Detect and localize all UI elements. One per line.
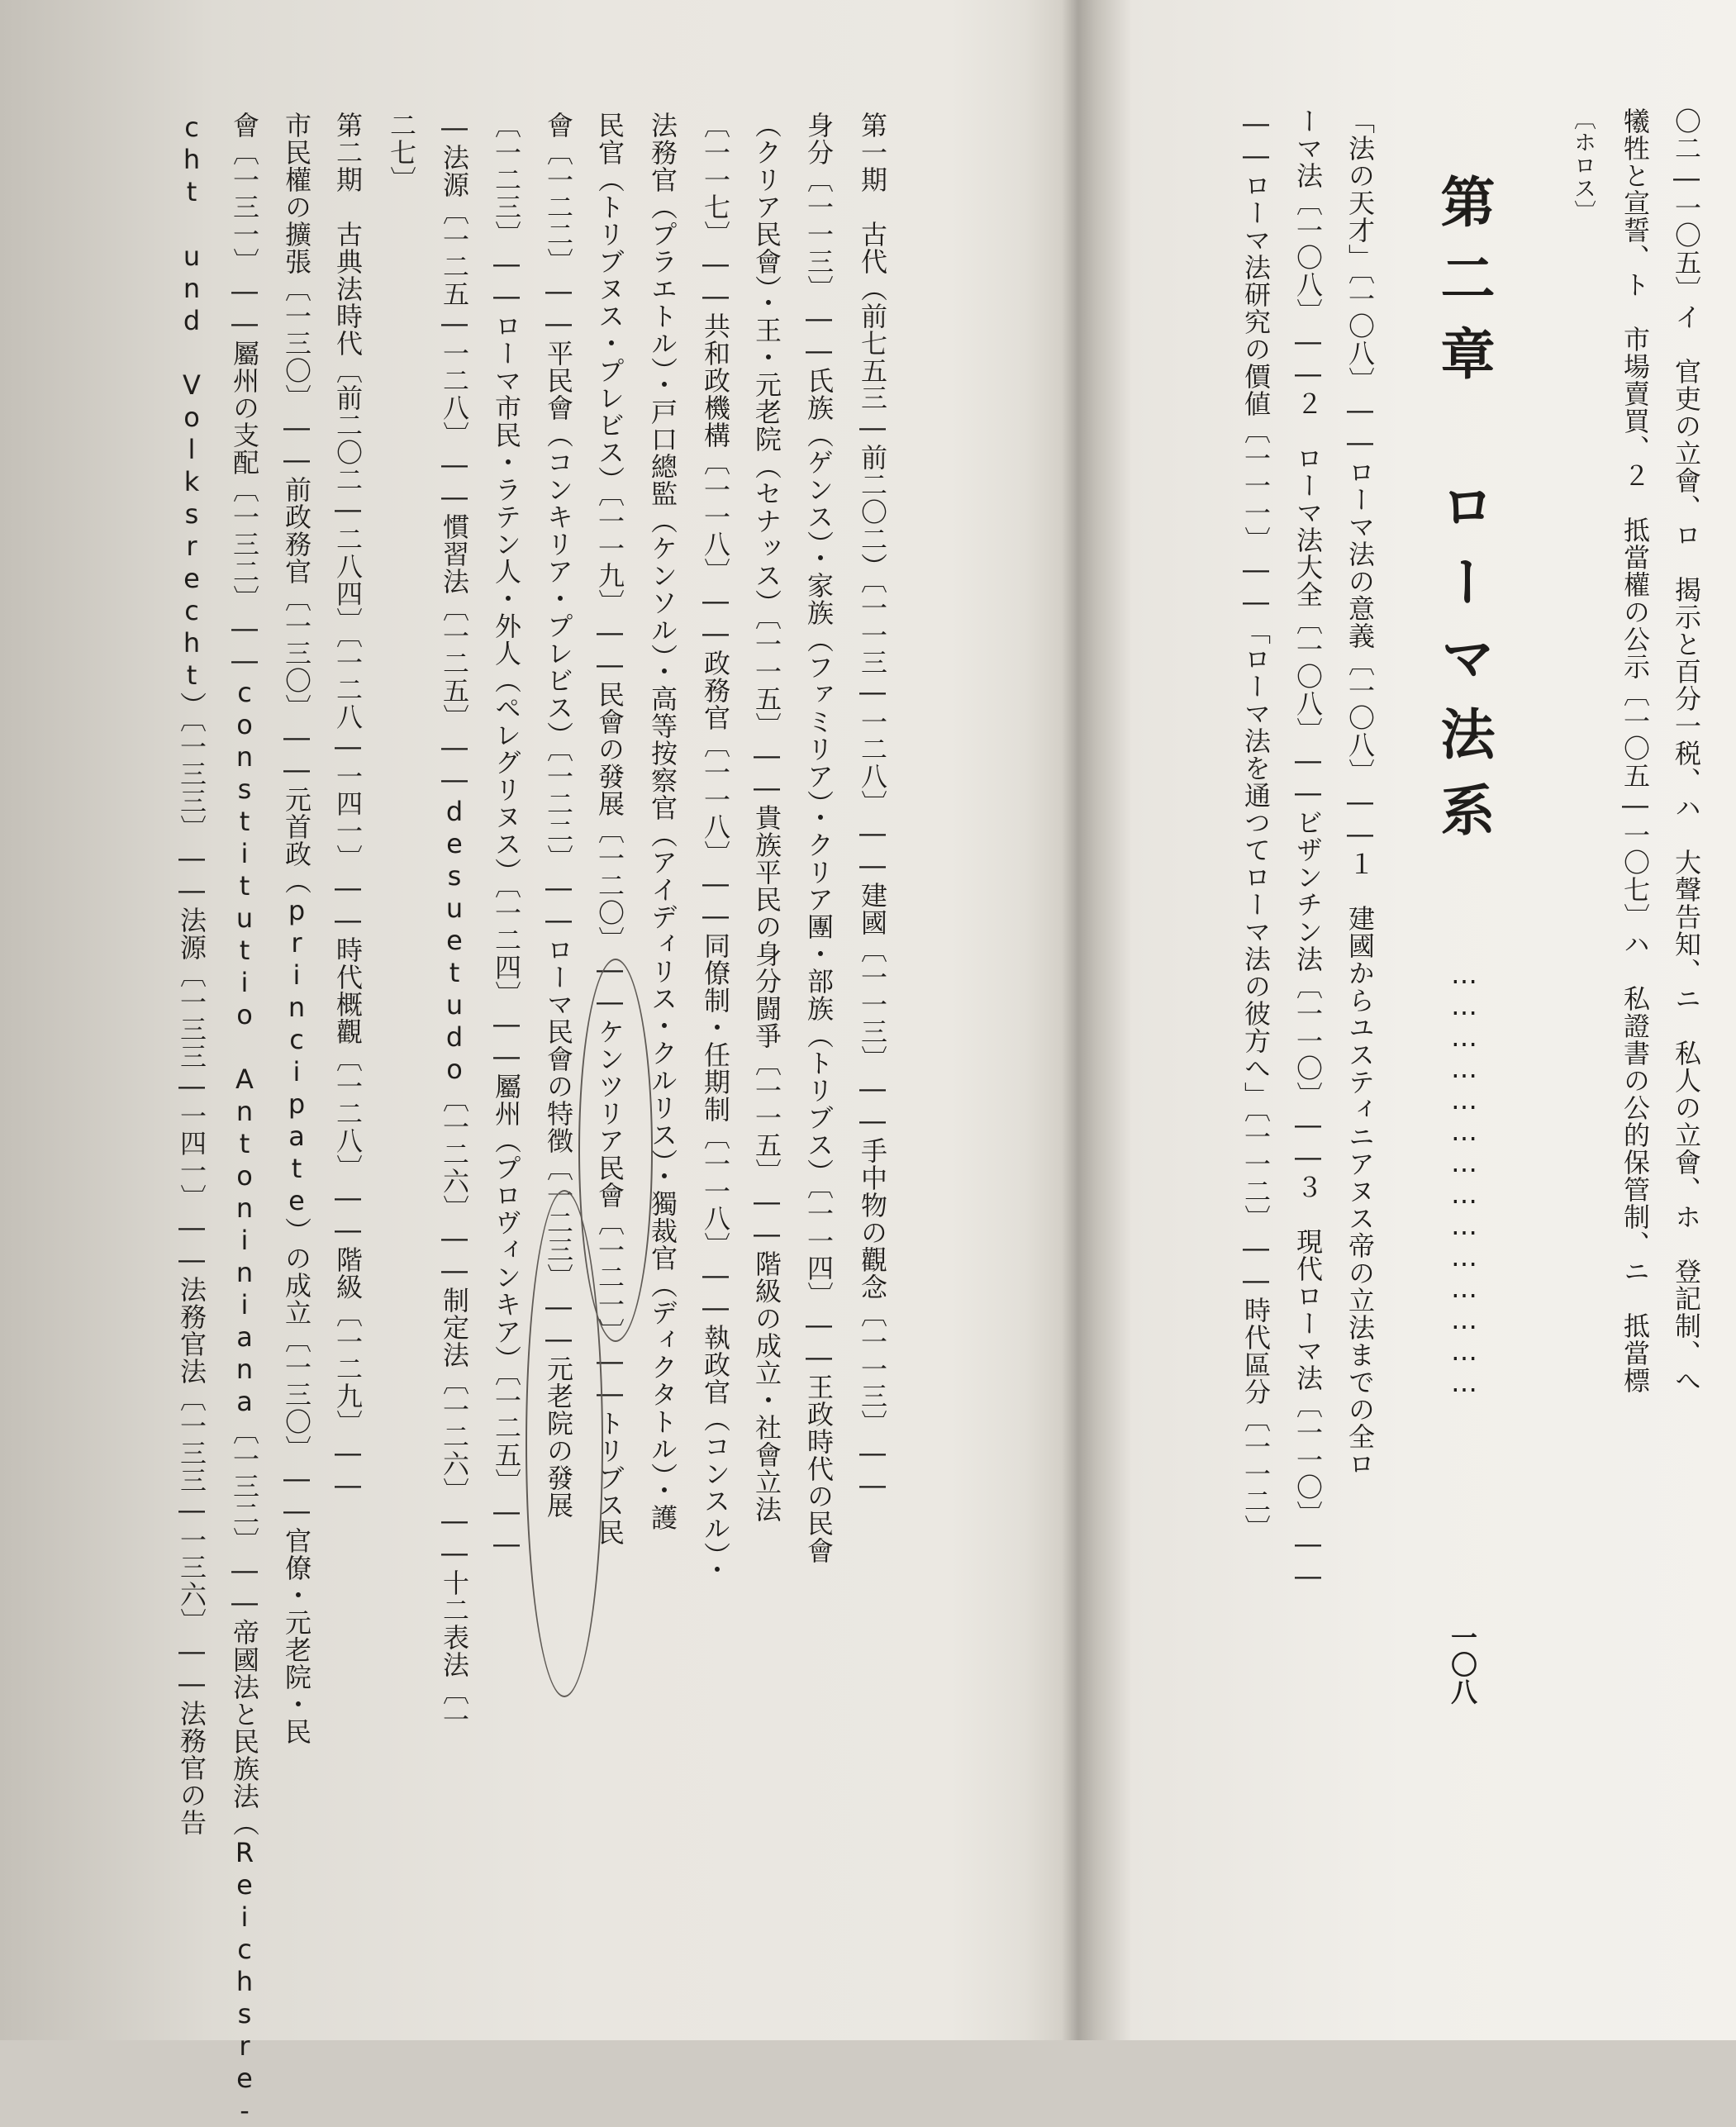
chapter-title: 第二章 ローマ法系 — [1431, 174, 1496, 858]
toc-line: （クリア民會）・王・元老院（セナッス）〔一一五〕――貴族平民の身分闘爭〔一一五〕――階級の成立・社會立法 — [751, 112, 782, 1523]
toc-line: 〔一一七〕――共和政機構〔一一八〕――政務官〔一一八〕――同僚制・任期制〔一一八〕――執政官（コンスル）・ — [700, 112, 731, 1583]
toc-line: 第二期 古典法時代〔前二〇二―二八四〕〔一二八―一四一〕――時代概觀〔一二八〕――階級〔一二九〕―― — [332, 112, 364, 1501]
toc-line: 二七〕 — [386, 112, 417, 193]
toc-line: 會〔一三一〕――屬州の支配〔一三二〕――constitutio Antoniniana〔一三二〕――帝國法と民族法（Reichsre- — [229, 112, 260, 2127]
pencil-circle-annotation — [526, 1190, 603, 1697]
leader-dots: …………………………………… — [1448, 959, 1480, 1398]
toc-line: ―法源〔一二五―一二八〕――慣習法〔一二五〕――desuetudo〔一二六〕――制定法〔一二六〕――十二表法〔一 — [439, 112, 470, 1733]
toc-line: 法務官（プラエトル）・戸口總監（ケンソル）・高等按察官（アイディリス・クルリス）・獨裁官（ディクタトル）・護 — [647, 112, 678, 1531]
right-page — [1091, 0, 1736, 2040]
toc-line: 「法の天才」〔一〇八〕――ローマ法の意義〔一〇八〕――１ 建國からユスティニアヌス帝の立法までの全ロ — [1344, 107, 1376, 1477]
toc-line: 會〔一二二〕――平民會（コンキリア・プレビス）〔一二二〕――ローマ民會の特徴〔一二三〕――元老院の發展 — [543, 112, 574, 1519]
toc-line: ーマ法〔一〇八〕――２ ローマ法大全〔一〇八〕――ビザンチン法〔一一〇〕――３ 現代ローマ法〔一一〇〕―― — [1292, 107, 1324, 1592]
toc-line: cht und Volksrecht）〔一三三〕――法源〔一三三―一四一〕――法務官法〔一三三―一三六〕――法務官の告 — [176, 112, 207, 1836]
toc-line: 〔一二三〕――ローマ市民・ラテン人・外人（ペレグリヌス）〔一二四〕――屬州（プロヴィンキア）〔一二五〕―― — [491, 112, 522, 1560]
chapter-page-number: 一〇八 — [1447, 1624, 1478, 1706]
toc-line: 身分〔一一三〕――氏族（ゲンス）・家族（ファミリア）・クリア團・部族（トリブス）〔一一四〕――王政時代の民會 — [803, 112, 835, 1564]
toc-line: 第一期 古代（前七五三―前二〇二）〔一一三―一二八〕――建國〔一一三〕――手中物の觀念〔一一三〕―― — [857, 112, 888, 1501]
toc-line: 市民權の擴張〔一三〇〕――前政務官〔一三〇〕――元首政（principate）の成立〔一三〇〕――官僚・元老院・民 — [281, 112, 312, 1745]
continued-entry-line: 〔ホロス〕 — [1570, 107, 1596, 223]
toc-line: 民官（トリブヌス・プレビス）〔一一九〕――民會の發展〔一二〇〕――ケンツリア民會〔一二一〕――トリブス民 — [594, 112, 625, 1546]
continued-entry-line: 犧牲と宣誓、ト 市場賣買、２ 抵當權の公示〔一〇五―一〇七〕ハ 私證書の公的保管制、ニ 抵當標 — [1619, 107, 1651, 1394]
continued-entry-line: 〇二―一〇五〕イ 官吏の立會、ロ 揭示と百分一税、ハ 大聲告知、ニ 私人の立會、ホ 登記制、へ — [1671, 107, 1702, 1394]
toc-line: ――ローマ法研究の價値〔一一一〕――「ローマ法を通つてローマ法の彼方へ」〔一一二〕――時代區分〔一一二〕 — [1240, 107, 1272, 1542]
